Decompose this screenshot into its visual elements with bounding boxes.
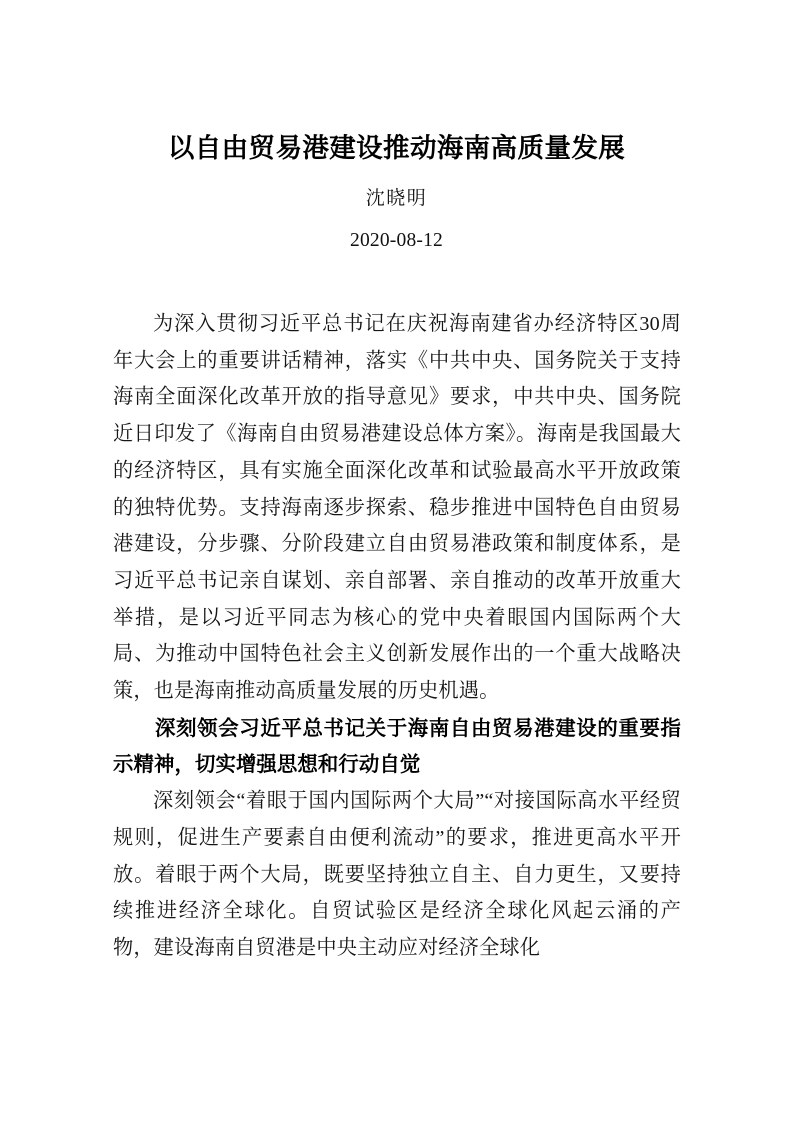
body-paragraph-2: 深刻领会“着眼于国内国际两个大局”“对接国际高水平经贸规则，促进生产要素自由便利流动”的要求，推进更高水平开放。着眼于两个大局，既要坚持独立自主、自力更生，又要持续推进经济全球化。自贸试验区是经济全球化风起云涌的产物，建设海南自贸港是中央主动应对经济全球化 <box>113 790 681 959</box>
body-paragraph-1: 为深入贯彻习近平总书记在庆祝海南建省办经济特区30周年大会上的重要讲话精神，落实《中共中央、国务院关于支持海南全面深化改革开放的指导意见》要求，中共中央、国务院近日印发了《海南自由贸易港建设总体方案》。海南是我国最大的经济特区，具有实施全面深化改革和试验最高水平开放政策的独特优势。支持海南逐步探索、稳步推进中国特色自由贸易港建设，分步骤、分阶段建立自由贸易港政策和制度体系，是习近平总书记亲自谋划、亲自部署、亲自推动的改革开放重大举措，是以习近平同志为核心的党中央着眼国内国际两个大局、为推动中国特色社会主义创新发展作出的一个重大战略决策，也是海南推动高质量发展的历史机遇。 <box>113 313 681 703</box>
document-author: 沈晓明 <box>365 188 428 209</box>
page-title: 以自由贸易港建设推动海南高质量发展 <box>167 133 626 164</box>
document-date: 2020-08-12 <box>350 230 443 251</box>
section-heading-1: 深刻领会习近平总书记关于海南自由贸易港建设的重要指示精神，切实增强思想和行动自觉 <box>113 715 681 777</box>
document-body <box>113 306 681 967</box>
